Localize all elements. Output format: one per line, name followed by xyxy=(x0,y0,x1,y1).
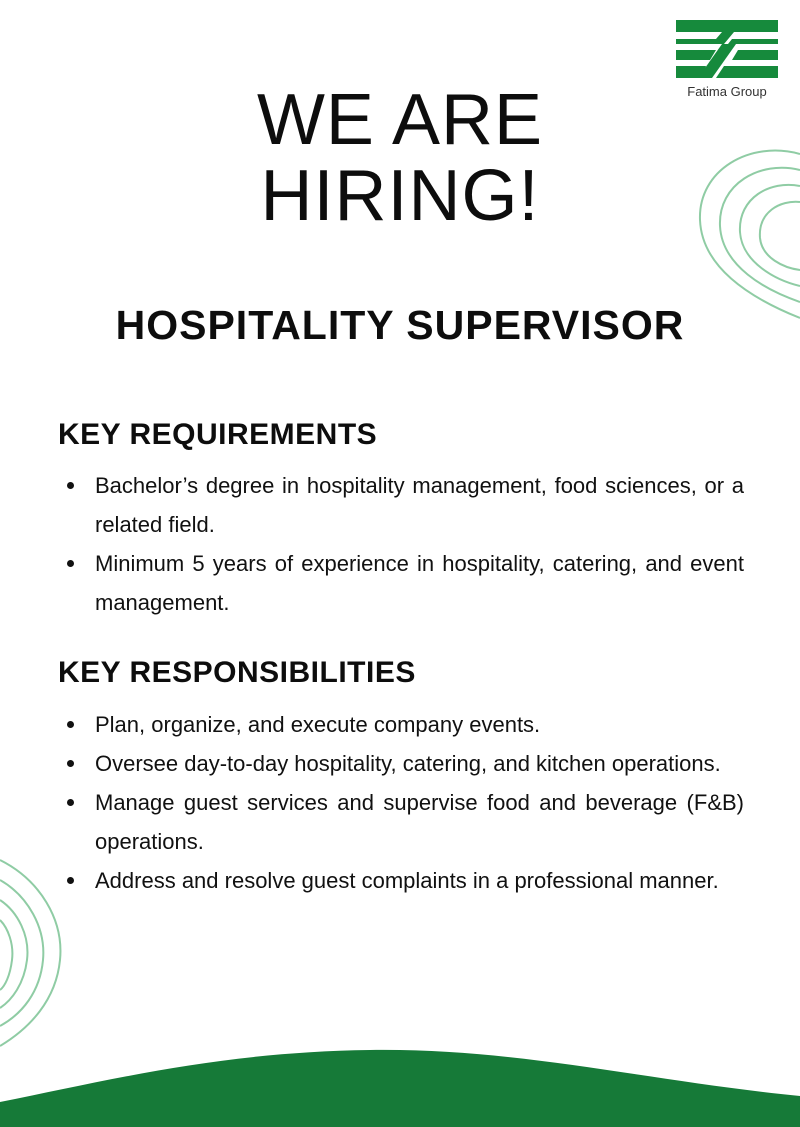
responsibilities-title: KEY RESPONSIBILITIES xyxy=(58,656,416,689)
list-item: Manage guest services and supervise food and beverage (F&B) operations. xyxy=(58,783,744,861)
requirements-title: KEY REQUIREMENTS xyxy=(58,418,378,451)
list-item: Minimum 5 years of experience in hospitality, catering, and event management. xyxy=(58,544,744,622)
requirements-list xyxy=(58,466,744,622)
headline-line-1: WE ARE xyxy=(256,80,544,160)
list-item: Plan, organize, and execute company events. xyxy=(58,705,744,744)
bottom-green-wave xyxy=(0,1040,800,1127)
list-item: Bachelor’s degree in hospitality management, food sciences, or a related field. xyxy=(58,466,744,544)
position-title: HOSPITALITY SUPERVISOR xyxy=(115,302,685,348)
list-item: Oversee day-to-day hospitality, catering, and kitchen operations. xyxy=(58,744,744,783)
fatima-group-logo-mark xyxy=(676,20,778,78)
fatima-group-logo xyxy=(676,20,778,100)
headline-line-2: HIRING! xyxy=(260,156,540,236)
hiring-headline xyxy=(150,82,650,234)
brand-name: Fatima Group xyxy=(687,84,767,99)
list-item: Address and resolve guest complaints in a professional manner. xyxy=(58,861,744,900)
responsibilities-list xyxy=(58,705,744,900)
